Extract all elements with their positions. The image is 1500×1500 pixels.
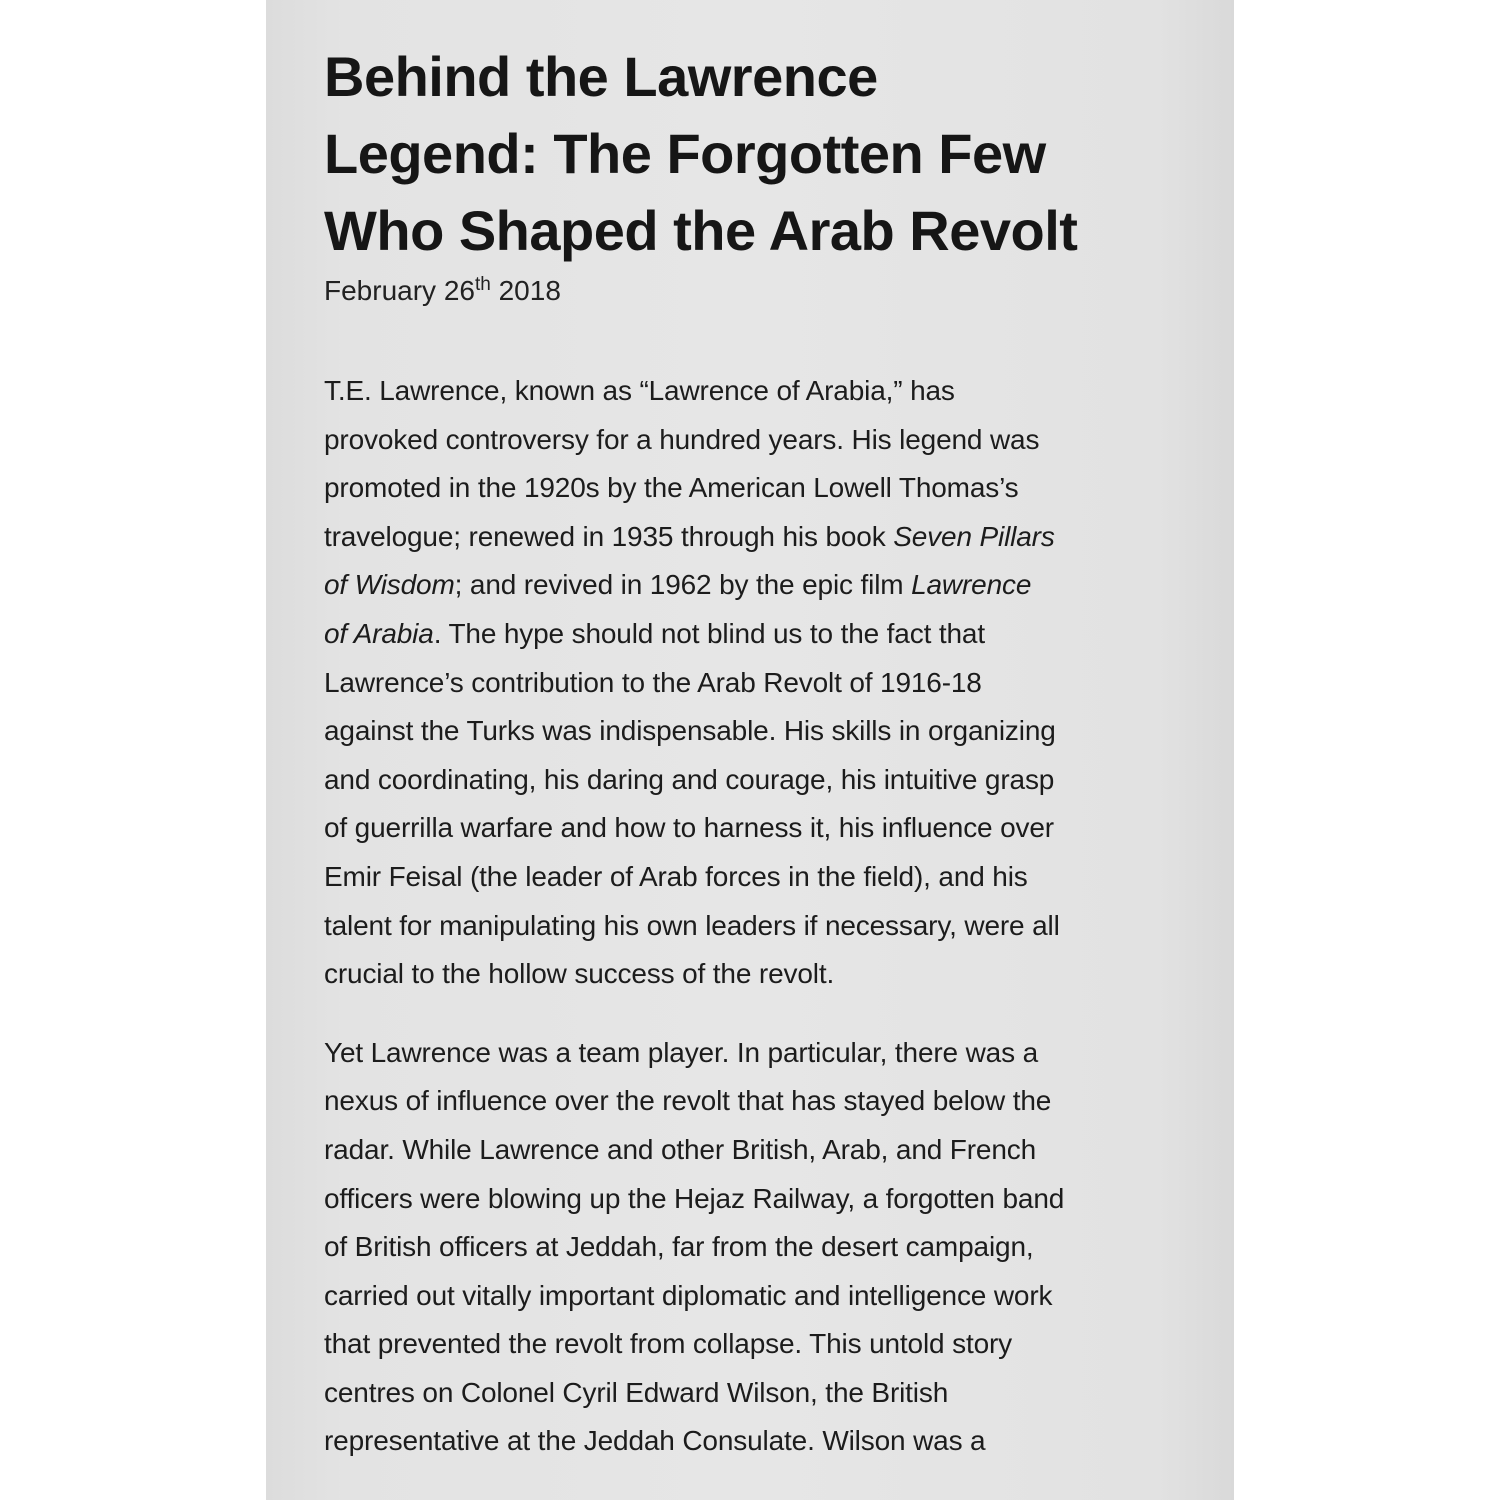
article xyxy=(324,38,1184,1466)
paragraph-2 xyxy=(324,1029,1184,1466)
paragraph-1-line: talent for manipulating his own leaders if necessary, were all xyxy=(324,909,1060,941)
paragraph-1-line: T.E. Lawrence, known as “Lawrence of Arabia,” has xyxy=(324,375,955,406)
paragraph-1-line: promoted in the 1920s by the American Lowell Thomas’s xyxy=(324,472,1019,504)
paragraph-2-line: officers were blowing up the Hejaz Railway, a forgotten band xyxy=(324,1182,1065,1214)
paragraph-1-line xyxy=(324,561,1184,610)
paragraph-1-line: crucial to the hollow success of the revolt. xyxy=(324,958,835,990)
paragraph-2-line: radar. While Lawrence and other British, Arab, and French xyxy=(324,1133,1037,1165)
paragraph-1-line: provoked controversy for a hundred years. His legend was xyxy=(324,423,1040,455)
film-title-italic: Lawrence xyxy=(911,569,1032,601)
date-ordinal-suffix: th xyxy=(474,274,491,295)
date-month-day: February 26 xyxy=(324,275,475,306)
film-title-italic: of Arabia xyxy=(324,617,434,649)
paragraph-2-line: centres on Colonel Cyril Edward Wilson, the British xyxy=(324,1376,949,1408)
paragraph-2-line: of British officers at Jeddah, far from the desert campaign, xyxy=(324,1231,1034,1263)
paragraph-1-line: Emir Feisal (the leader of Arab forces in the field), and his xyxy=(324,860,1028,892)
paragraph-1-line xyxy=(324,610,1184,659)
printed-page xyxy=(266,0,1234,1500)
paragraph-2-line: nexus of influence over the revolt that has stayed below the xyxy=(324,1085,1052,1117)
paragraph-1-line: against the Turks was indispensable. His skills in organizing xyxy=(324,715,1056,747)
book-title-italic: of Wisdom xyxy=(324,569,455,601)
text-run: . The hype should not blind us to the fact that xyxy=(433,617,985,649)
article-date xyxy=(324,273,1184,309)
book-title-italic: Seven Pillars xyxy=(893,520,1055,552)
text-run: travelogue; renewed in 1935 through his book xyxy=(324,520,894,552)
paragraph-2-line: representative at the Jeddah Consulate. Wilson was a xyxy=(324,1425,986,1457)
paragraph-1-line: Lawrence’s contribution to the Arab Revolt of 1916-18 xyxy=(324,666,982,698)
paragraph-2-line: that prevented the revolt from collapse. This untold story xyxy=(324,1328,1013,1360)
paragraph-2-line: Yet Lawrence was a team player. In particular, there was a xyxy=(324,1036,1038,1068)
paragraph-1-line: and coordinating, his daring and courage, his intuitive grasp xyxy=(324,763,1055,795)
paragraph-1-line xyxy=(324,513,1184,562)
paragraph-2-line: carried out vitally important diplomatic and intelligence work xyxy=(324,1279,1053,1311)
paragraph-1 xyxy=(324,367,1184,999)
paragraph-1-line: of guerrilla warfare and how to harness it, his influence over xyxy=(324,812,1054,844)
date-year: 2018 xyxy=(498,275,561,306)
text-run: ; and revived in 1962 by the epic film xyxy=(454,569,912,601)
article-title: Behind the Lawrence Legend: The Forgotten Few Who Shaped the Arab Revolt xyxy=(324,45,1078,262)
